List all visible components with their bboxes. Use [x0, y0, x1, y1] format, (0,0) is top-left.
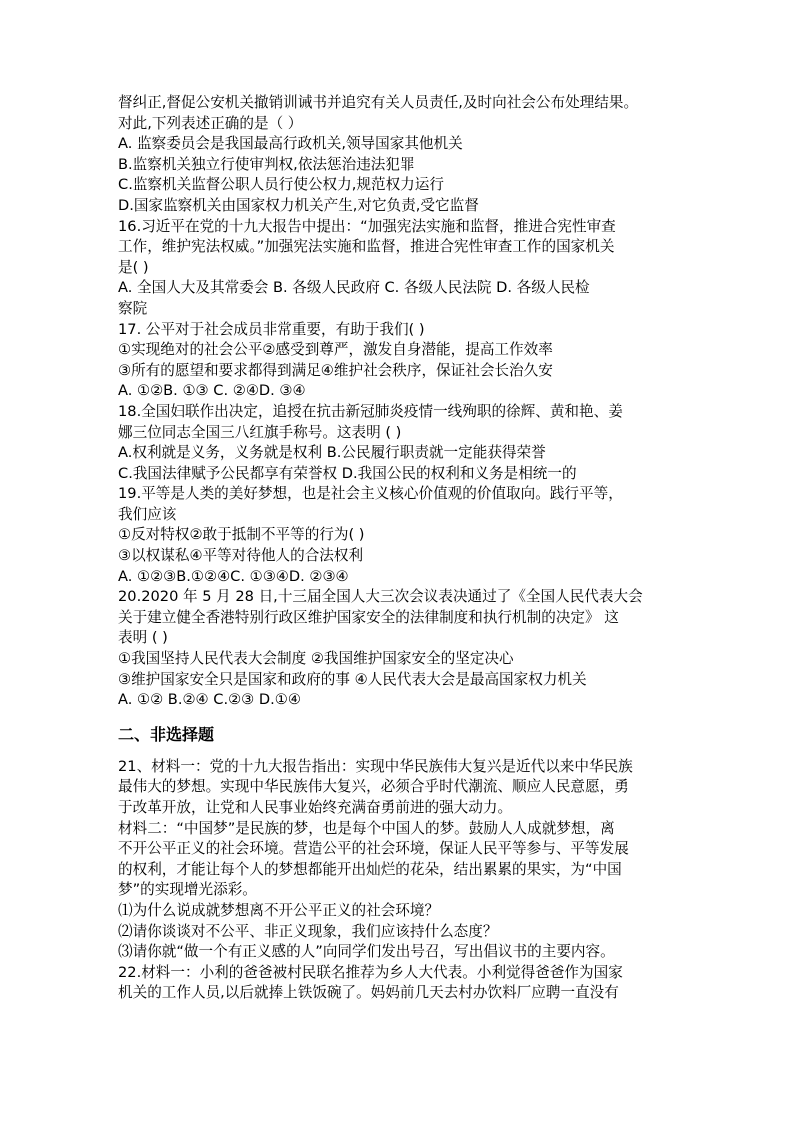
q17-stem: 17. 公平对于社会成员非常重要，有助于我们( )	[118, 320, 425, 338]
q21-material-line: 材料二：“中国梦”是民族的梦，也是每个中国人的梦。鼓励人人成就梦想，离	[118, 819, 615, 837]
document-body	[118, 93, 684, 1004]
q21-subquestion-1: ⑴为什么说成就梦想离不开公平正义的社会环境？	[118, 901, 440, 919]
q18-options-cd: C.我国法律赋予公民都享有荣誉权 D.我国公民的权利和义务是相统一的	[118, 464, 577, 482]
question-21	[118, 757, 684, 963]
q16-options-wrap: 察院	[118, 299, 148, 317]
question-19	[118, 484, 684, 587]
question-20	[118, 587, 684, 711]
q21-material-line: 的权利，才能让每个人的梦想都能开出灿烂的花朵，结出累累的果实，为“中国	[118, 860, 622, 878]
q20-statements: ①我国坚持人民代表大会制度 ②我国维护国家安全的坚定决心	[118, 650, 514, 668]
q19-text-line: 19.平等是人类的美好梦想，也是社会主义核心价值观的价值取向。践行平等，	[118, 485, 623, 503]
question-18	[118, 402, 684, 484]
q16-text-line: 工作，维护宪法权威。”加强宪法实施和监督，推进合宪性审查工作的国家机关	[118, 238, 615, 256]
q17-statements: ①实现绝对的社会公平②感受到尊严，激发自身潜能，提高工作效率	[118, 341, 553, 359]
q21-material-line: 梦”的实现增光添彩。	[118, 881, 257, 899]
question-22	[118, 963, 684, 1004]
q15-option-a: A. 监察委员会是我国最高行政机关,领导国家其他机关	[118, 135, 463, 153]
q15-option-c: C.监察机关监督公职人员行使公权力,规范权力运行	[118, 176, 444, 194]
q21-subquestion-2: ⑵请你谈谈对不公平、非正义现象，我们应该持什么态度？	[118, 922, 498, 940]
q21-material-line: 最伟大的梦想。实现中华民族伟大复兴，必须合乎时代潮流、顺应人民意愿，勇	[118, 778, 629, 796]
q19-text-line: 我们应该	[118, 505, 177, 523]
q18-text-line: 娜三位同志全国三八红旗手称号。这表明 ( )	[118, 423, 402, 441]
q19-statements: ①反对特权②敢于抵制不平等的行为( )	[118, 526, 365, 544]
q20-statements: ③维护国家安全只是国家和政府的事 ④人民代表大会是最高国家权力机关	[118, 670, 587, 688]
q15-option-d: D.国家监察机关由国家权力机关产生,对它负责,受它监督	[118, 196, 479, 214]
q20-text-line: 20.2020 年 5 月 28 日,十三届全国人大三次会议表决通过了《全国人民代表大会	[118, 588, 643, 606]
q17-statements: ③所有的愿望和要求都得到满足④维护社会秩序，保证社会长治久安	[118, 361, 553, 379]
q20-options: A. ①② B.②④ C.②③ D.①④	[118, 691, 301, 709]
q20-text-line: 关于建立健全香港特别行政区维护国家安全的法律制度和执行机制的决定》 这	[118, 608, 619, 626]
q19-statements: ③以权谋私④平等对待他人的合法权利	[118, 547, 364, 565]
question-16	[118, 217, 684, 320]
q15-option-b: B.监察机关独立行使审判权,依法惩治违法犯罪	[118, 155, 415, 173]
q20-text-line: 表明 ( )	[118, 629, 168, 647]
q21-subquestion-3: ⑶请你就“做一个有正义感的人”向同学们发出号召，写出倡议书的主要内容。	[118, 943, 615, 961]
q19-options: A. ①②③B.①②④C. ①③④D. ②③④	[118, 567, 349, 585]
question-15-continuation	[118, 93, 684, 217]
q22-material-line: 机关的工作人员,以后就捧上铁饭碗了。妈妈前几天去村办饮料厂应聘一直没有	[118, 984, 619, 1002]
q21-material-line: 于改革开放，让党和人民事业始终充满奋勇前进的强大动力。	[118, 799, 513, 816]
q16-options: A. 全国人大及其常委会 B. 各级人民政府 C. 各级人民法院 D. 各级人民检	[118, 279, 590, 297]
q15-text-line: 督纠正,督促公安机关撤销训诫书并追究有关人员责任,及时向社会公布处理结果。	[118, 94, 639, 111]
q21-material-line: 不开公平正义的社会环境。营造公平的社会环境，保证人民平等参与、平等发展	[118, 840, 629, 858]
section-heading-non-choice: 二、非选择题	[118, 724, 215, 744]
q16-text-line: 16.习近平在党的十九大报告中提出：“加强宪法实施和监督，推进合宪性审查	[118, 217, 616, 235]
q21-material-line: 21、材料一：党的十九大报告指出：实现中华民族伟大复兴是近代以来中华民族	[118, 757, 633, 775]
q15-stem: 对此,下列表述正确的是（ ）	[118, 114, 303, 132]
q18-options-ab: A.权利就是义务，义务就是权利 B.公民履行职责就一定能获得荣誉	[118, 444, 546, 462]
question-17	[118, 320, 684, 402]
q22-material-line: 22.材料一：小利的爸爸被村民联名推荐为乡人大代表。小利觉得爸爸作为国家	[118, 963, 623, 981]
q17-options: A. ①②B. ①③ C. ②④D. ③④	[118, 382, 306, 400]
q18-text-line: 18.全国妇联作出决定，追授在抗击新冠肺炎疫情一线殉职的徐辉、黄和艳、姜	[118, 402, 623, 420]
q16-text-line: 是( )	[118, 258, 149, 276]
